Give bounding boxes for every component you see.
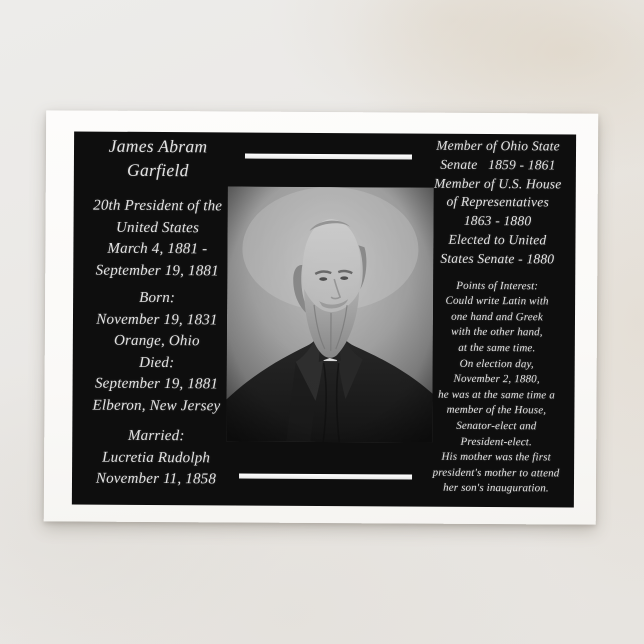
text-line: of Representatives xyxy=(446,194,549,210)
text-line: Died: xyxy=(139,354,175,371)
text-line: Senator-elect and xyxy=(456,419,537,433)
presidency-info xyxy=(77,196,238,283)
points-heading: Points of Interest: xyxy=(456,279,539,292)
points-body xyxy=(422,294,571,498)
text-line: Senate 1859 - 1861 xyxy=(440,156,556,173)
text-line: On election day, xyxy=(459,357,534,370)
text-line: November 2, 1880, xyxy=(453,372,540,386)
text-line: November 11, 1858 xyxy=(95,470,217,488)
text-line: Married: xyxy=(127,427,185,445)
text-line: His mother was the first xyxy=(441,450,551,464)
text-line: Elberon, New Jersey xyxy=(92,397,221,414)
text-line: March 4, 1881 - xyxy=(107,240,208,258)
left-text-column xyxy=(76,134,238,491)
text-line: November 19, 1831 xyxy=(96,311,218,328)
text-line: one hand and Greek xyxy=(451,310,543,324)
text-line: at the same time. xyxy=(458,341,536,355)
text-line: United States xyxy=(115,219,200,236)
text-line: President-elect. xyxy=(460,435,532,448)
marriage-info xyxy=(76,426,236,491)
garfield-portrait-photo xyxy=(226,186,434,442)
president-name xyxy=(78,134,238,183)
career-info xyxy=(423,137,572,269)
text-line: 1863 - 1880 xyxy=(463,213,532,229)
text-line: Born: xyxy=(139,289,176,307)
text-line: with the other hand, xyxy=(451,326,543,339)
text-line: September 19, 1881 xyxy=(94,375,219,393)
text-line: Orange, Ohio xyxy=(113,332,200,350)
text-line: James Abram xyxy=(108,135,208,157)
points-of-interest xyxy=(422,278,571,497)
decorative-rule-bottom xyxy=(239,474,412,480)
text-line: Member of U.S. House xyxy=(434,175,562,192)
text-line: president's mother to attend xyxy=(432,466,560,480)
text-line: he was at the same time a xyxy=(438,388,555,402)
text-line: Member of Ohio State xyxy=(436,137,560,154)
text-line: Garfield xyxy=(126,159,189,181)
portrait-illustration xyxy=(226,186,434,442)
text-line: Elected to United xyxy=(448,231,547,248)
text-line: Lucretia Rudolph xyxy=(102,449,211,466)
text-line: member of the House, xyxy=(446,404,547,417)
text-line: September 19, 1881 xyxy=(95,262,219,279)
right-text-column xyxy=(422,137,572,498)
decorative-rule-top xyxy=(245,154,412,160)
postcard-black-panel xyxy=(72,131,576,507)
postcard xyxy=(44,110,599,524)
text-line: States Senate - 1880 xyxy=(440,250,555,267)
text-line: 20th President of the xyxy=(93,197,223,215)
birth-death-info xyxy=(76,288,237,418)
text-line: Could write Latin with xyxy=(445,294,549,308)
text-line: her son's inauguration. xyxy=(443,482,549,495)
